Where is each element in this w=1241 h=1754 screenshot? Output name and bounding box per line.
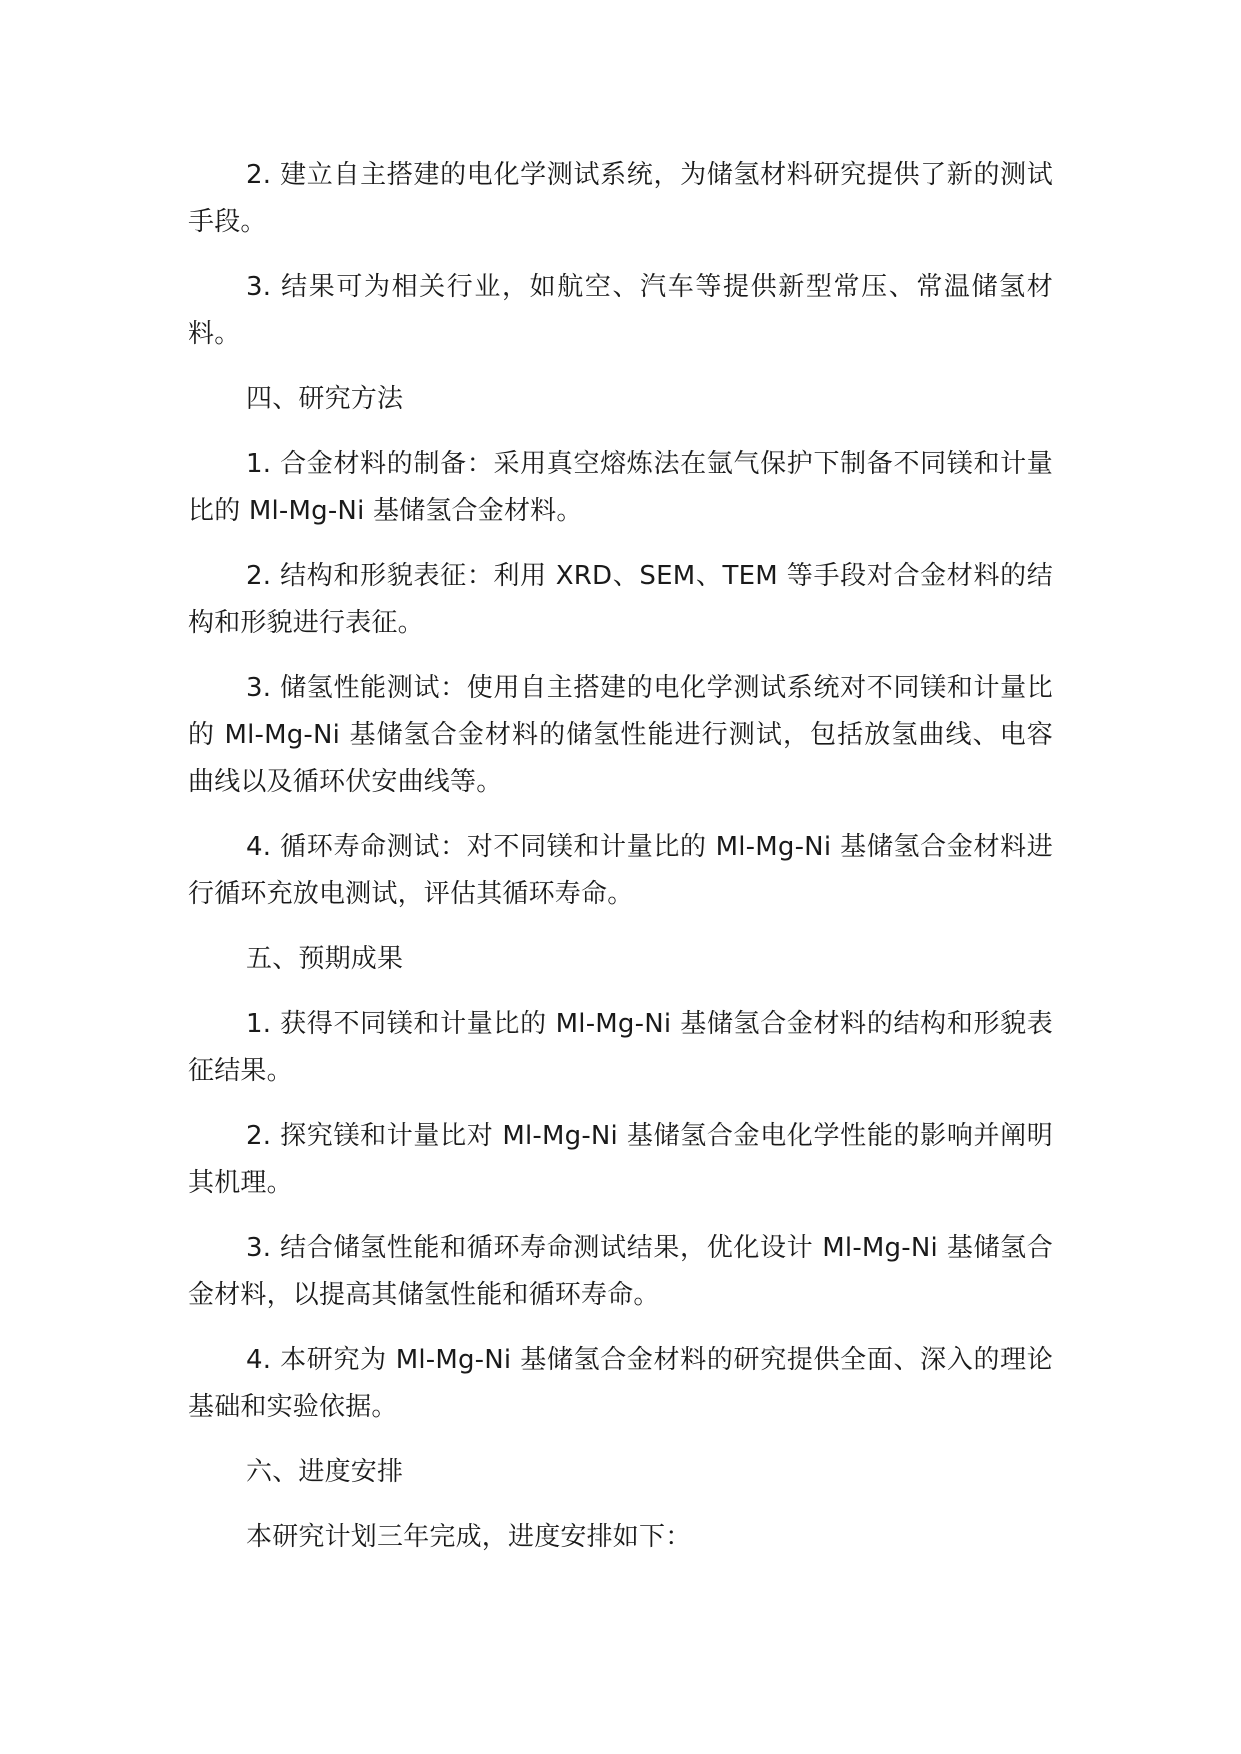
section-heading-outcomes: 五、预期成果 [246, 944, 404, 974]
paragraph-method-3: 3. 储氢性能测试：使用自主搭建的电化学测试系统对不同镁和计量比的 Ml-Mg-Ni 基储氢合金材料的储氢性能进行测试，包括放氢曲线、电容曲线以及循环伏安曲线等。 [188, 673, 1053, 797]
paragraph-method-1: 1. 合金材料的制备：采用真空熔炼法在氩气保护下制备不同镁和计量比的 Ml-Mg-Ni 基储氢合金材料。 [188, 449, 1053, 526]
paragraph-outcome-1: 1. 获得不同镁和计量比的 Ml-Mg-Ni 基储氢合金材料的结构和形貌表征结果。 [188, 1009, 1053, 1086]
section-heading-methods: 四、研究方法 [246, 384, 404, 414]
paragraph-expected-2: 2. 建立自主搭建的电化学测试系统，为储氢材料研究提供了新的测试手段。 [188, 160, 1053, 237]
section-heading-schedule: 六、进度安排 [246, 1457, 404, 1487]
document-body [188, 152, 1053, 1579]
paragraph-schedule-intro: 本研究计划三年完成，进度安排如下： [246, 1522, 692, 1552]
paragraph-method-2: 2. 结构和形貌表征：利用 XRD、SEM、TEM 等手段对合金材料的结构和形貌进行表征。 [188, 561, 1053, 638]
paragraph-outcome-3: 3. 结合储氢性能和循环寿命测试结果，优化设计 Ml-Mg-Ni 基储氢合金材料，以提高其储氢性能和循环寿命。 [188, 1233, 1053, 1310]
paragraph-method-4: 4. 循环寿命测试：对不同镁和计量比的 Ml-Mg-Ni 基储氢合金材料进行循环充放电测试，评估其循环寿命。 [188, 832, 1053, 909]
paragraph-expected-3: 3. 结果可为相关行业，如航空、汽车等提供新型常压、常温储氢材料。 [188, 272, 1053, 349]
paragraph-outcome-4: 4. 本研究为 Ml-Mg-Ni 基储氢合金材料的研究提供全面、深入的理论基础和实验依据。 [188, 1345, 1053, 1422]
paragraph-outcome-2: 2. 探究镁和计量比对 Ml-Mg-Ni 基储氢合金电化学性能的影响并阐明其机理。 [188, 1121, 1053, 1198]
